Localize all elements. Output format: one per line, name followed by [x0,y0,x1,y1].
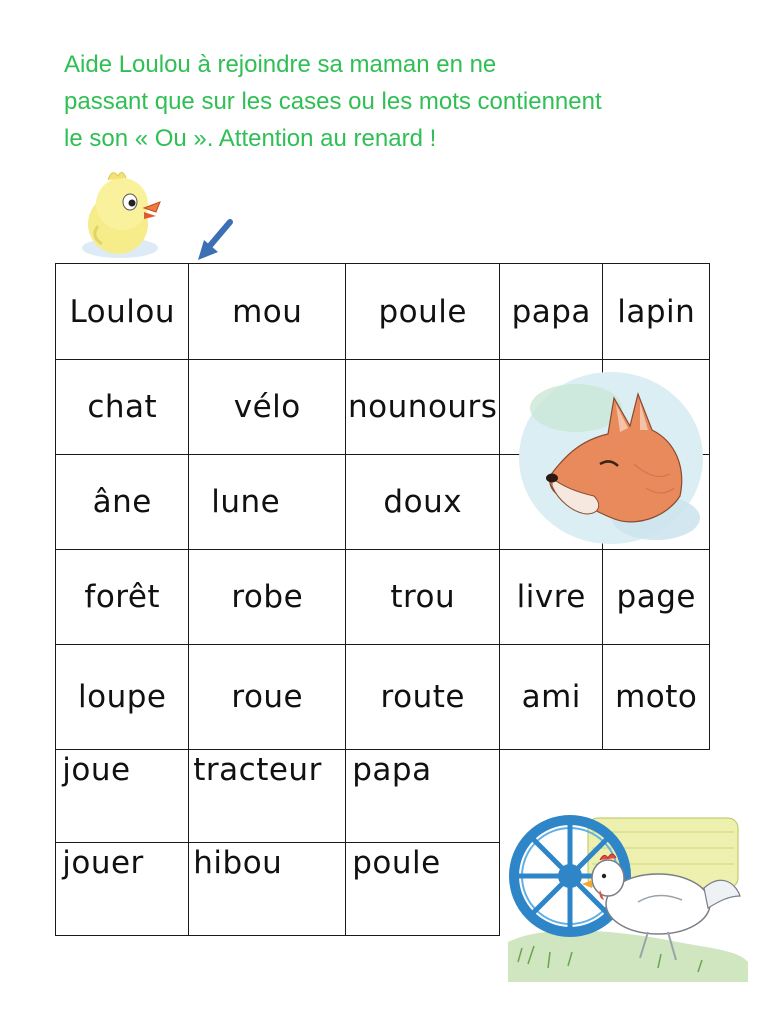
cell-r4-c1[interactable] [55,549,189,645]
hen-illustration [508,792,748,982]
cell-word: joue [62,752,131,789]
instruction-line-2: passant que sur les cases ou les mots contiennent [64,88,602,115]
cell-word: lapin [617,293,696,330]
cell-r5-c5[interactable] [602,644,710,750]
cell-r1-c4[interactable] [499,263,603,360]
instruction-text [64,46,724,157]
cell-word: moto [615,679,698,716]
cell-word: doux [383,484,463,521]
cell-word: poule [378,293,467,330]
cell-r6-c3[interactable] [345,749,500,843]
cell-r2-c3[interactable] [345,359,500,455]
cell-r5-c4[interactable] [499,644,603,750]
cell-word: vélo [233,389,301,426]
cell-word: poule [352,845,441,882]
cell-r6-c1[interactable] [55,749,189,843]
down-arrow-icon [196,218,236,262]
cell-r1-c2[interactable] [188,263,346,360]
cell-word: page [616,579,696,616]
cell-word: papa [511,293,591,330]
cell-r5-c1[interactable] [55,644,189,750]
cell-r4-c5[interactable] [602,549,710,645]
chick-illustration [78,164,168,262]
cell-r5-c2[interactable] [188,644,346,750]
cell-word: Loulou [69,293,176,330]
cell-r4-c4[interactable] [499,549,603,645]
cell-word: roue [231,679,304,716]
cell-word: trou [390,579,456,616]
cell-r1-c3[interactable] [345,263,500,360]
cell-word: route [380,679,465,716]
fox-illustration [516,368,706,546]
cell-r7-c1[interactable] [55,842,189,936]
cell-r2-c2[interactable] [188,359,346,455]
cell-r2-c1[interactable] [55,359,189,455]
cell-word: nounours [348,389,498,426]
cell-r3-c1[interactable] [55,454,189,550]
cell-r3-c2[interactable] [188,454,346,550]
cell-word: jouer [62,845,144,882]
cell-word: livre [516,579,586,616]
cell-word: chat [87,389,158,426]
cell-word: loupe [78,679,167,716]
cell-word: robe [231,579,304,616]
cell-r3-c3[interactable] [345,454,500,550]
instruction-line-1: Aide Loulou à rejoindre sa maman en ne [64,51,497,78]
cell-r5-c3[interactable] [345,644,500,750]
cell-r4-c3[interactable] [345,549,500,645]
cell-word: mou [232,293,303,330]
cell-word: tracteur [193,752,322,789]
cell-r4-c2[interactable] [188,549,346,645]
cell-r7-c2[interactable] [188,842,346,936]
cell-r1-c1[interactable] [55,263,189,360]
cell-r1-c5[interactable] [602,263,710,360]
cell-word: âne [92,484,152,521]
cell-word: papa [352,752,432,789]
cell-word: ami [521,679,581,716]
cell-word: forêt [84,579,161,616]
cell-word: hibou [193,845,283,882]
cell-r7-c3[interactable] [345,842,500,936]
cell-r6-c2[interactable] [188,749,346,843]
instruction-line-3: le son « Ou ». Attention au renard ! [64,125,437,152]
cell-word: lune [211,484,281,521]
